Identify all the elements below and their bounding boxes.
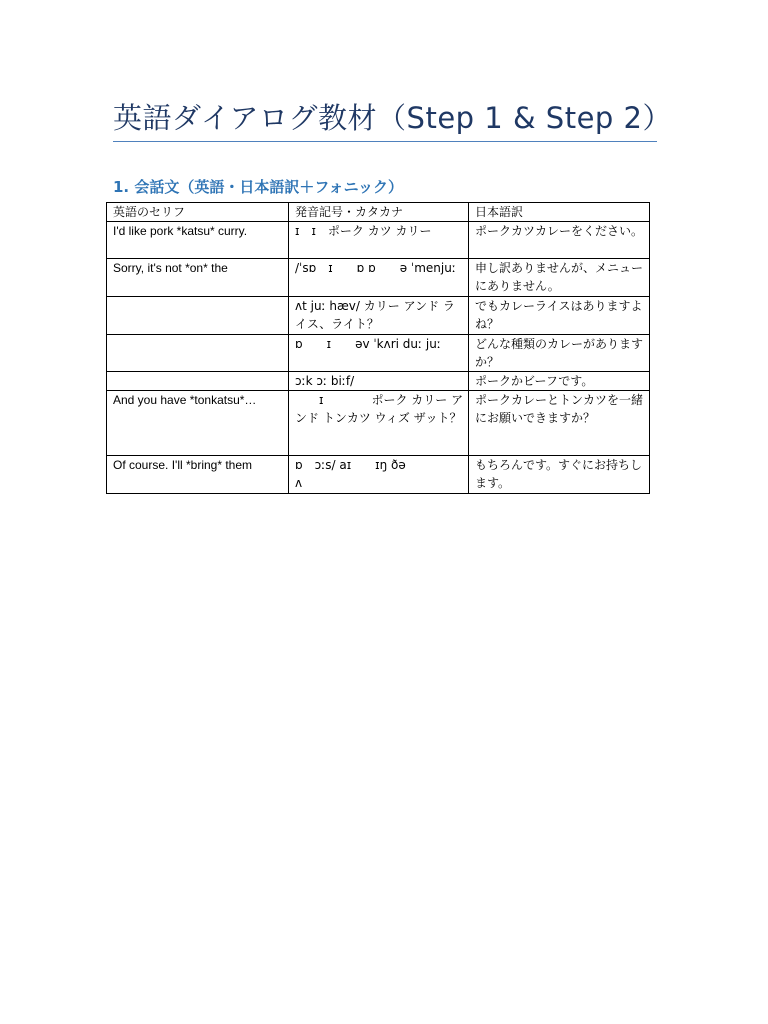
section-heading: 1. 会話文（英語・日本語訳＋フォニック） <box>113 178 404 196</box>
phonetic-line: ɒ ɔːs/ aɪ ɪŋ ðə ʌ <box>289 456 469 494</box>
title-divider <box>113 141 657 142</box>
table-row <box>107 222 650 259</box>
japanese-line: どんな種類のカレーがありますか？ <box>469 335 650 372</box>
english-line <box>107 372 289 391</box>
table-header-row <box>107 203 650 222</box>
english-line: Sorry, it's not *on* the <box>107 259 289 297</box>
header-phonetics: 発音記号・カタカナ <box>289 203 469 222</box>
page-title: 英語ダイアログ教材（Step 1 & Step 2） <box>113 101 672 135</box>
phonetic-line: /ˈsɒ ɪ ɒ ɒ ə ˈmenjuː <box>289 259 469 297</box>
japanese-line: ポークカツカレーをください。 <box>469 222 650 259</box>
japanese-line: もちろんです。すぐにお持ちします。 <box>469 456 650 494</box>
table-row <box>107 335 650 372</box>
english-line <box>107 335 289 372</box>
header-english: 英語のセリフ <box>107 203 289 222</box>
table-row <box>107 391 650 456</box>
japanese-line: でもカレーライスはありますよね？ <box>469 297 650 335</box>
dialog-table <box>106 202 650 494</box>
japanese-line: ポークカレーとトンカツを一緒にお願いできますか？ <box>469 391 650 456</box>
english-line <box>107 297 289 335</box>
table-row <box>107 297 650 335</box>
japanese-line: 申し訳ありませんが、メニューにありません。 <box>469 259 650 297</box>
english-line: I'd like pork *katsu* curry. <box>107 222 289 259</box>
table-row <box>107 456 650 494</box>
english-line: And you have *tonkatsu*… <box>107 391 289 456</box>
phonetic-line: ʌt juː hæv/ カリー アンド ライス、ライト？ <box>289 297 469 335</box>
japanese-line: ポークかビーフです。 <box>469 372 650 391</box>
header-japanese: 日本語訳 <box>469 203 650 222</box>
table-row <box>107 372 650 391</box>
english-line: Of course. I'll *bring* them <box>107 456 289 494</box>
table-row <box>107 259 650 297</box>
phonetic-line: ɪ ポーク カリー アンド トンカツ ウィズ ザット？ <box>289 391 469 456</box>
phonetic-line: ɪ ɪ ポーク カツ カリー <box>289 222 469 259</box>
phonetic-line: ɔːk ɔː biːf/ <box>289 372 469 391</box>
phonetic-line: ɒ ɪ əv ˈkʌri duː juː <box>289 335 469 372</box>
